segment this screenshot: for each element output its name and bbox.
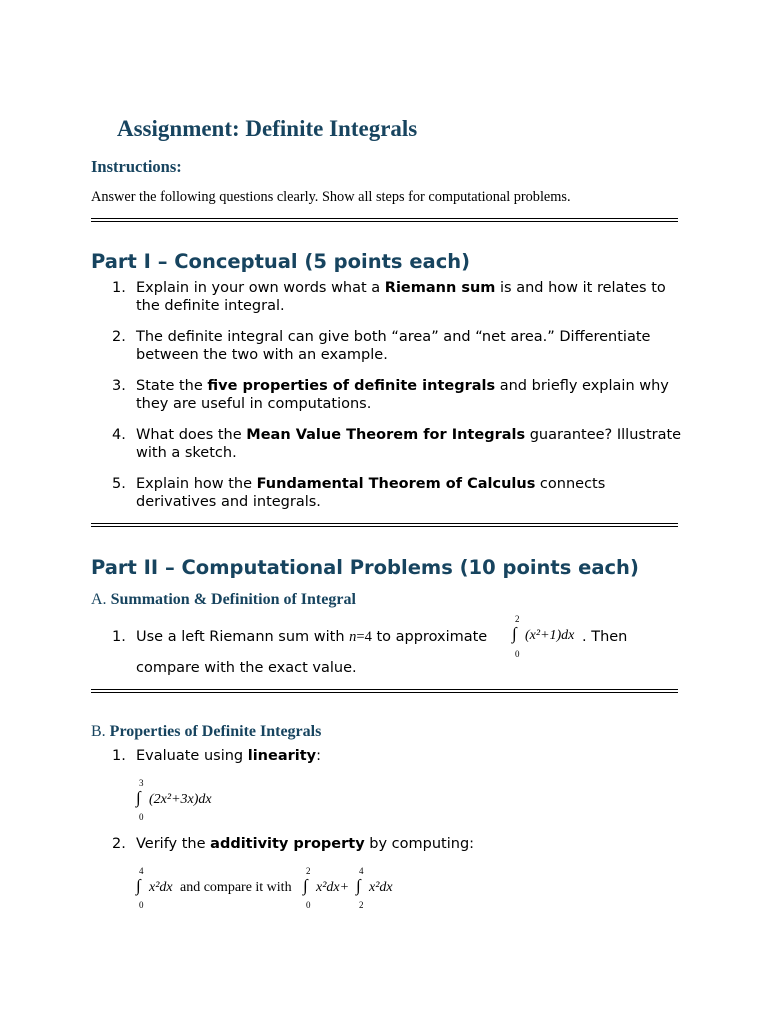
upper-limit: 2 (515, 614, 520, 624)
lower-limit: 0 (515, 649, 520, 659)
item-text: Evaluate using (136, 748, 248, 764)
item-bold-term: five properties of definite integrals (207, 378, 496, 394)
lower-limit: 0 (306, 900, 311, 910)
instructions-heading: Instructions: (91, 157, 182, 176)
item-bold-term: Mean Value Theorem for Integrals (246, 427, 526, 443)
upper-limit: 3 (139, 778, 144, 788)
item-text: Use a left Riemann sum with (136, 629, 350, 645)
item-bold-term: Riemann sum (384, 280, 496, 296)
item-text: The definite integral can give both “area” and “net area.” Differentiate between the two with an example. (136, 329, 651, 363)
item-text: guarantee? Illustrate with a sketch. (136, 427, 682, 461)
divider (91, 523, 678, 527)
math-value: =4 (356, 629, 372, 645)
divider (91, 218, 678, 222)
section-letter: A. (91, 591, 107, 608)
item-text: and briefly explain why they are useful in computations. (136, 378, 669, 412)
item-number: 1. (112, 629, 126, 645)
item-text: compare with the exact value. (136, 660, 357, 676)
item-text: Explain how the (136, 476, 257, 492)
upper-limit: 4 (139, 866, 144, 876)
integral-icon: ∫ (136, 788, 141, 807)
item-bold-term: Fundamental Theorem of Calculus (256, 476, 536, 492)
integral-expression (136, 866, 186, 912)
item-bold-term: additivity property (210, 836, 365, 852)
item-number: 1. (112, 280, 126, 296)
item-text: by computing: (364, 836, 475, 852)
integral-icon: ∫ (303, 876, 308, 895)
part2-heading: Part II – Computational Problems (10 points each) (91, 556, 639, 579)
item-number: 2. (112, 329, 126, 345)
item-number: 2. (112, 836, 126, 852)
integral-expression (356, 866, 416, 912)
integral-expression (136, 778, 256, 824)
item-text: State the (136, 378, 208, 394)
divider (91, 689, 678, 693)
lower-limit: 0 (139, 900, 144, 910)
upper-limit: 2 (306, 866, 311, 876)
section-b-heading (91, 723, 321, 741)
section-title: Properties of Definite Integrals (109, 723, 322, 740)
part1-heading: Part I – Conceptual (5 points each) (91, 250, 471, 273)
integral-icon: ∫ (136, 876, 141, 895)
upper-limit: 4 (359, 866, 364, 876)
integrand: x²dx+ (316, 880, 350, 895)
integrand: (2x²+3x)dx (149, 792, 212, 807)
integral-icon: ∫ (356, 876, 361, 895)
section-letter: B. (91, 723, 106, 740)
integral-icon: ∫ (512, 624, 517, 643)
item-number: 1. (112, 748, 126, 764)
lower-limit: 0 (139, 812, 144, 822)
item-text: to approximate (371, 629, 488, 645)
item-text: Explain in your own words what a (136, 280, 385, 296)
item-text: What does the (136, 427, 247, 443)
page-title: Assignment: Definite Integrals (117, 116, 418, 141)
section-a-heading (91, 591, 356, 609)
integral-expression (303, 866, 363, 912)
connector-text: and compare it with (180, 880, 292, 895)
item-bold-term: linearity (247, 748, 317, 764)
instructions-text: Answer the following questions clearly. Show all steps for computational problems. (91, 189, 571, 205)
integrand: x²dx (369, 880, 393, 895)
item-number: 4. (112, 427, 126, 443)
item-text-continued (582, 628, 642, 646)
item-text: is and how it relates to the definite integral. (136, 280, 666, 314)
item-text: . Then (582, 629, 628, 645)
math-variable: n (349, 629, 357, 645)
item-number: 3. (112, 378, 126, 394)
item-text: Verify the (136, 836, 211, 852)
section-title: Summation & Definition of Integral (110, 591, 356, 608)
item-text: connects derivatives and integrals. (136, 476, 606, 510)
item-second-line (136, 659, 636, 677)
integrand: x²dx (149, 880, 173, 895)
item-number: 5. (112, 476, 126, 492)
lower-limit: 2 (359, 900, 364, 910)
integrand: (x²+1)dx (525, 628, 575, 643)
item-text: : (316, 748, 322, 764)
